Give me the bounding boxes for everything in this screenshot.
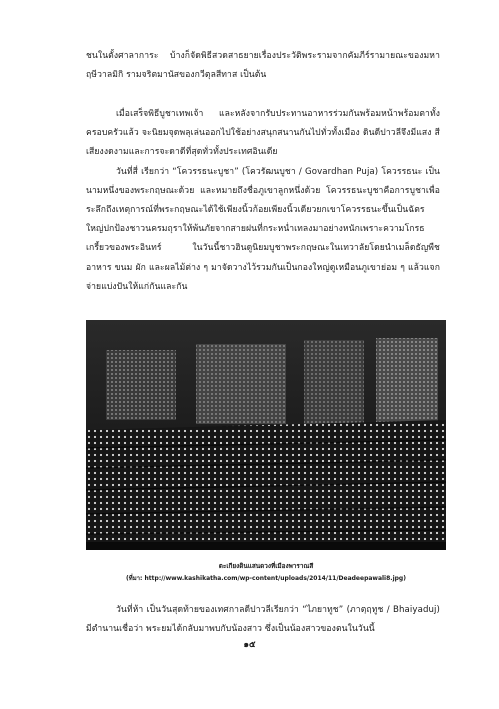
paragraph-3 — [86, 163, 440, 297]
paragraph-4 — [86, 601, 440, 639]
paragraph-3-text: วันที่สี่ เรียกว่า “โควรรธนะบูชา” (โควรัฒนบูชา / Govardhan Puja) โควรรธนะ เป็นนามหนึ่งของพระกฤษณะด้วย และหมายถึงชื่อภูเขาลูกหนึ่งด้วย โควรรธนะบูชาคือการบูชาเพื่อระลึกถึงเหตุการณ์ที่พระกฤษณะได้ใช้เพียงนิ้วก้อยเพียงนิ้วเดียวยกเขาโควรรธนะขึ้นเป็นฉัตรใหญ่ปกป้องชาวนครมถุราให้พ้นภัยจากสายฝนที่กระหน่ำเทลงมาอย่างหนักเพราะความโกรธเกรี้ยวของพระอินทร์ ในวันนี้ชาวฮินดูนิยมบูชาพระกฤษณะในเทวาลัยโดยนำเมล็ดธัญพืช อาหาร ขนม ผัก และผลไม้ต่าง ๆ มาจัดวางไว้รวมกันเป็นกองใหญ่ดูเหมือนภูเขาย่อม ๆ แล้วแจกจ่ายแบ่งปันให้แก่กันและกัน — [86, 166, 440, 292]
festival-lamps-photo — [86, 320, 446, 550]
figure-source: (ที่มา: http://www.kashikatha.com/wp-content/uploads/2014/11/Deadeepawali8.jpg) — [126, 575, 406, 582]
figure-caption: ตะเกียงดินแสนดวงที่เมืองพาราณสี — [218, 562, 314, 570]
paragraph-1: ชนในตั้งศาลาการะ บ้างก็จัดพิธีสวดสาธยายเรื่องประวัติพระรามจากคัมภีร์รามายณะของมหาฤษีวาลมิกิ รามจริตมานัสของกวีตุลสีทาส เป็นต้น — [86, 50, 440, 80]
paragraph-2-text: เมื่อเสร็จพิธีบูชาเทพเจ้า และหลังจากรับประทานอาหารร่วมกันพร้อมหน้าพร้อมตาทั้งครอบครัวแล้ว จะนิยมจุดพลุเล่นออกไปใช้อย่างสนุกสนานกันไปทั่วทั้งเมือง ดินดีปาวลีจึงมีแสง สี เสียงงดงามและการจะดาดีที่สุดทั่วทั้งประเทศอินเดีย — [86, 108, 440, 157]
page-number: ๑๕ — [243, 640, 256, 650]
paragraph-4-text: วันที่ห้า เป็นวันสุดท้ายของเทศกาลดีปาวลีเรียกว่า “ไภยาทูช” (ภาตฺฤทูช / Bhaiyaduj) มีตำนานเชื่อว่า พระยมได้กลับมาพบกับน้องสาว ซึ่งเป็นน้องสาวของตนในวันนี้ — [86, 604, 440, 634]
paragraph-2 — [86, 105, 440, 163]
